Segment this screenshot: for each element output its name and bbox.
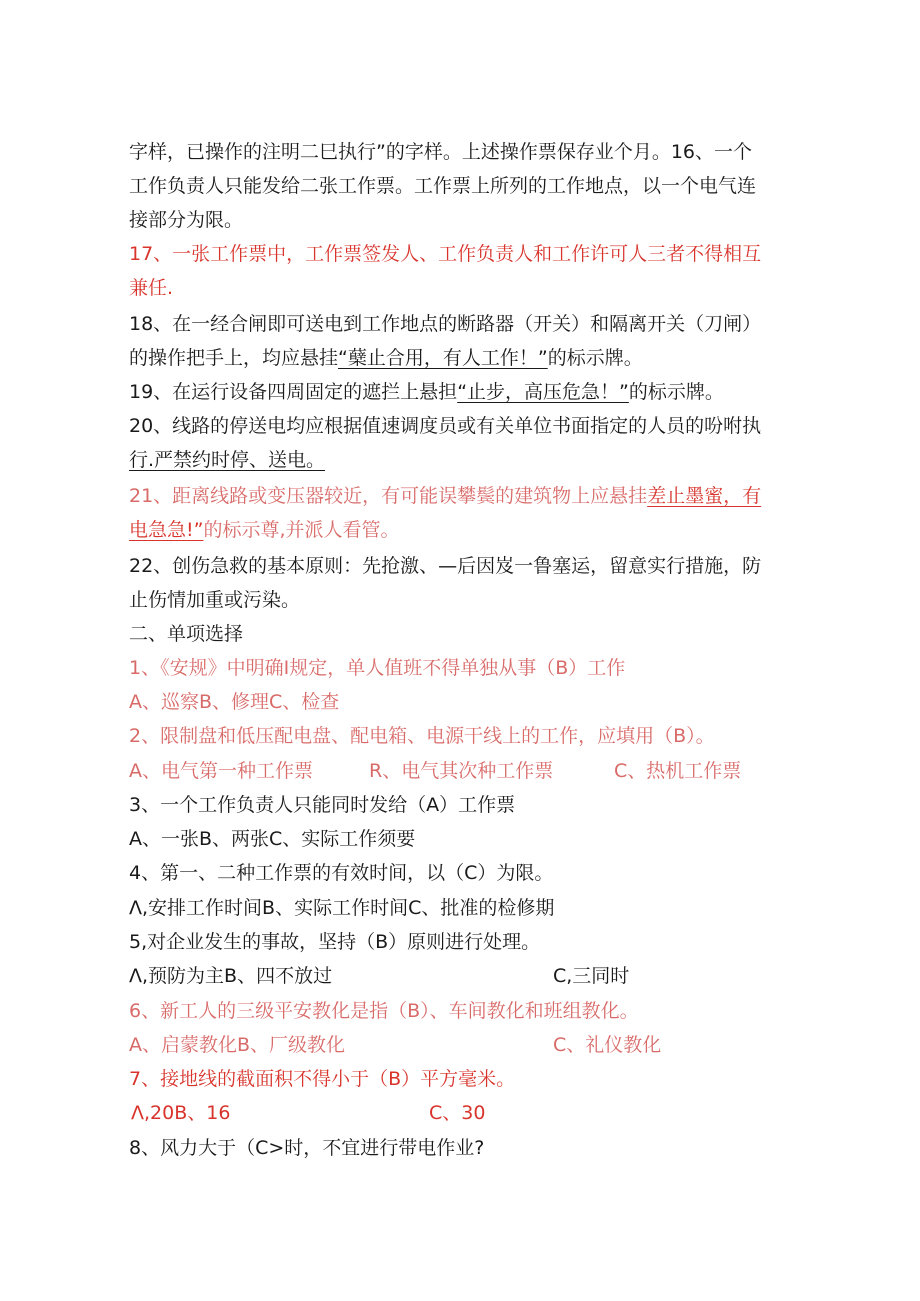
question-3-options: A、一张B、两张C、实际工作须要 bbox=[129, 828, 416, 850]
paragraph-18-text-c: 的标示牌。 bbox=[547, 347, 643, 369]
paragraph-19-text-a: 19、在运行设备四周固定的遮拦上悬担 bbox=[129, 381, 458, 403]
question-4-options: Λ,安排工作时间B、实际工作时间C、批准的检修期 bbox=[129, 897, 555, 919]
question-7-options-ab: Λ,20B、16 bbox=[131, 1102, 231, 1124]
paragraph-21-text-a: 21、距离线路或变压器较近，有可能误攀鬓的建筑物上应悬挂 bbox=[129, 485, 648, 507]
paragraph-22-line-1: 22、创伤急救的基本原则：先抢激、—后因岌一鲁塞运，留意实行措施，防 bbox=[129, 555, 762, 577]
paragraph-19-line-1 bbox=[129, 377, 809, 407]
question-6: 6、新工人的三级平安教化是指（B）、车间教化和班组教化。 bbox=[129, 1000, 639, 1022]
paragraph-16-line-3: 接部分为限。 bbox=[129, 209, 244, 231]
question-2-option-a: A、电气第一种工作票 bbox=[129, 760, 313, 782]
question-7: 7、接地线的截面积不得小于（B）平方毫米。 bbox=[129, 1068, 516, 1090]
paragraph-18-line-2 bbox=[129, 343, 809, 373]
question-2: 2、限制盘和低压配电盘、配电箱、电源干线上的工作，应填用（B）。 bbox=[129, 725, 715, 747]
question-1-options: A、巡察B、修理C、检查 bbox=[129, 691, 340, 713]
paragraph-18-line-1: 18、在一经合闸即可送电到工作地点的断路器（开关）和隔离开关（刀闸） bbox=[129, 313, 762, 335]
question-6-options-ab: A、启蒙教化B、厂级教化 bbox=[129, 1034, 346, 1056]
question-2-option-b: R、电气其次种工作票 bbox=[369, 760, 554, 782]
question-3: 3、一个工作负责人只能同时发给（A）工作票 bbox=[129, 794, 516, 816]
paragraph-21-sign-text-1: 差止墨蜜，有 bbox=[647, 485, 762, 507]
paragraph-21-line-1 bbox=[129, 481, 809, 511]
paragraph-21-text-b: 的标示尊,并派人看管。 bbox=[203, 519, 400, 541]
paragraph-17-line-2: 兼任. bbox=[129, 277, 174, 299]
paragraph-16-line-1: 字样，已操作的注明二巳执行”的字样。上述操作票保存业个月。16、一个 bbox=[129, 141, 753, 163]
question-4: 4、第一、二种工作票的有效时间，以（C）为限。 bbox=[129, 862, 554, 884]
question-2-option-c: C、热机工作票 bbox=[614, 760, 742, 782]
paragraph-18-sign-text: “蘖止合用，有人工作！” bbox=[338, 347, 548, 369]
question-5-options-ab: Λ,预防为主B、四不放过 bbox=[129, 965, 333, 987]
question-6-option-c: C、礼仪教化 bbox=[553, 1034, 662, 1056]
paragraph-19-sign-text: “止步，高压危急！” bbox=[457, 381, 629, 403]
paragraph-21-line-2 bbox=[129, 515, 809, 545]
paragraph-22-line-2: 止伤情加重或污染。 bbox=[129, 589, 301, 611]
paragraph-20-line-2 bbox=[129, 445, 809, 475]
question-5-option-c: C,三同时 bbox=[553, 965, 630, 987]
paragraph-19-text-c: 的标示牌。 bbox=[628, 381, 724, 403]
question-1: 1、《安规》中明确I规定，单人值班不得单独从事（B）工作 bbox=[129, 657, 626, 679]
question-8: 8、风力大于（C>时，不宜进行带电作业? bbox=[129, 1137, 485, 1159]
paragraph-16-line-2: 工作负责人只能发给二张工作票。工作票上所列的工作地点，以一个电气连 bbox=[129, 175, 757, 197]
paragraph-21-sign-text-2: 电急急!” bbox=[129, 519, 204, 541]
question-5: 5,对企业发生的事故，坚持（B）原则进行处理。 bbox=[129, 931, 541, 953]
paragraph-20-line-1: 20、线路的停送电均应根据值速调度员或有关单位书面指定的人员的吩咐执 bbox=[129, 415, 762, 437]
paragraph-17-line-1: 17、一张工作票中，工作票签发人、工作负责人和工作许可人三者不得相互 bbox=[129, 243, 762, 265]
paragraph-18-text-a: 的操作把手上，均应悬挂 bbox=[129, 347, 339, 369]
paragraph-20-text: 行.严禁约时停、送电。 bbox=[129, 449, 326, 471]
section-title: 二、单项选择 bbox=[129, 623, 244, 645]
question-7-option-c: C、30 bbox=[429, 1102, 486, 1124]
